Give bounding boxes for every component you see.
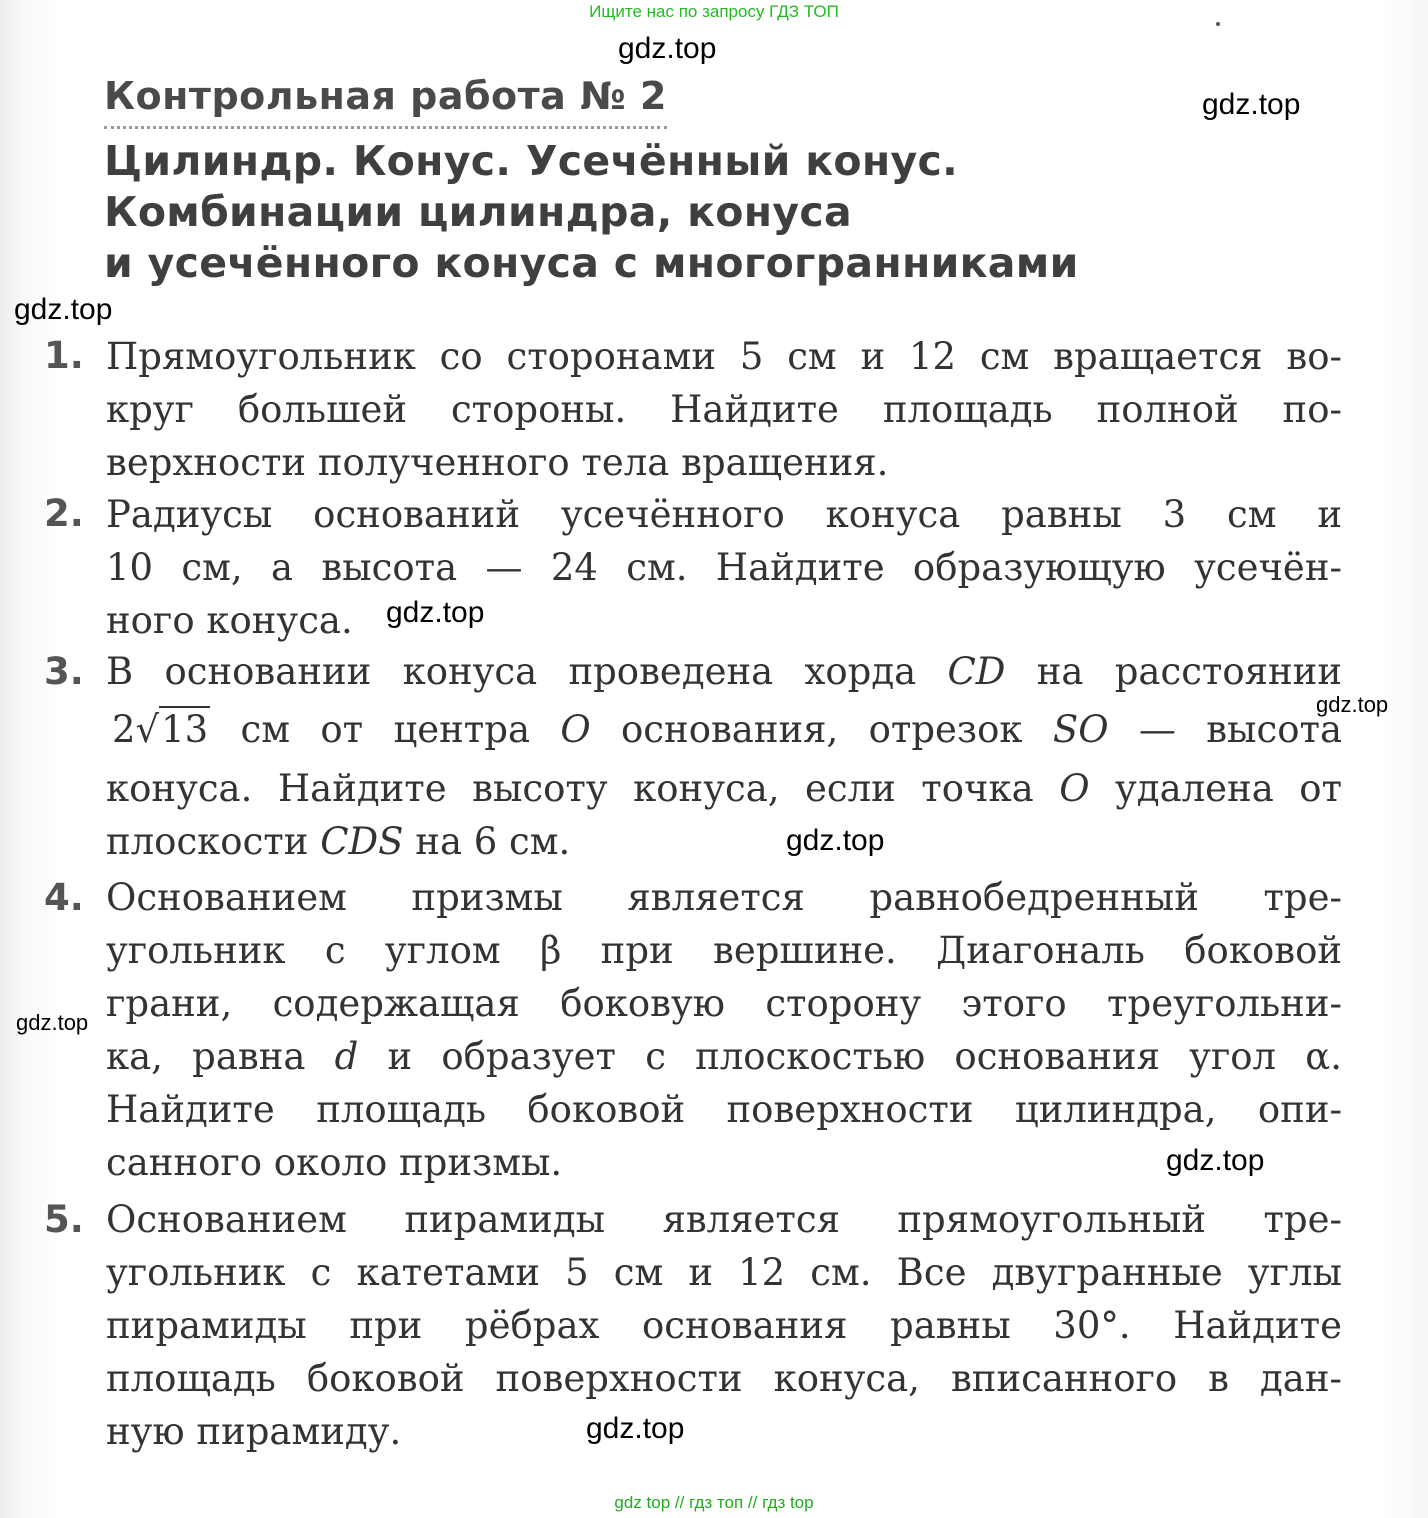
text-run: конуса. Найдите высоту конуса, если точка bbox=[106, 767, 1060, 810]
speck bbox=[1216, 22, 1220, 26]
text-run: при вершине. Диагональ боковой bbox=[561, 929, 1343, 972]
title-line: Комбинации цилиндра, конуса bbox=[104, 188, 852, 236]
text-line: санного около призмы. bbox=[106, 1141, 563, 1184]
problem-number: 5. bbox=[44, 1198, 84, 1241]
text-line: Радиусы оснований усечённого конуса равны 3 см и bbox=[106, 493, 1342, 536]
text-run: плоскости bbox=[106, 820, 321, 863]
problem-number: 2. bbox=[44, 492, 84, 535]
text-run: основания, отрезок bbox=[590, 708, 1053, 751]
title-line: Цилиндр. Конус. Усечённый конус. bbox=[104, 137, 958, 185]
text-line: 10 см, а высота — 24 см. Найдите образующую усечён- bbox=[106, 546, 1342, 589]
text-line bbox=[106, 762, 1342, 815]
problem-text bbox=[106, 1193, 1342, 1458]
watermark: gdz.top bbox=[1202, 88, 1301, 121]
text-run: см от центра bbox=[210, 708, 561, 751]
footer-links[interactable]: gdz top // гдз топ // гдз top bbox=[614, 1493, 814, 1512]
problem-number: 1. bbox=[44, 334, 84, 377]
problem-text bbox=[106, 645, 1342, 868]
text-line bbox=[106, 815, 1342, 868]
math-var: d bbox=[334, 1035, 359, 1078]
problem-number: 3. bbox=[44, 650, 84, 693]
watermark: gdz.top bbox=[386, 596, 485, 629]
problem-text bbox=[106, 871, 1342, 1189]
math-var: CD bbox=[947, 650, 1006, 693]
math-var: O bbox=[1059, 767, 1090, 810]
text-line: Найдите площадь боковой поверхности цилиндра, опи- bbox=[106, 1088, 1342, 1131]
math-var: O bbox=[560, 708, 591, 751]
text-line: грани, содержащая боковую сторону этого треугольни- bbox=[106, 982, 1342, 1025]
watermark: gdz.top bbox=[16, 1010, 89, 1035]
math-radicand: 13 bbox=[161, 708, 209, 751]
watermark: gdz.top bbox=[786, 824, 885, 857]
sqrt-symbol: √13 bbox=[135, 708, 209, 751]
text-run: угольник с углом bbox=[106, 929, 540, 972]
text-line bbox=[106, 645, 1342, 698]
text-run: ка, равна bbox=[106, 1035, 335, 1078]
text-run: В основании конуса проведена хорда bbox=[106, 650, 948, 693]
math-var: β bbox=[539, 929, 562, 972]
page-title bbox=[104, 136, 1204, 289]
title-line: и усечённого конуса с многогранниками bbox=[104, 239, 1079, 287]
text-line bbox=[106, 1030, 1342, 1083]
text-line: пирамиды при рёбрах основания равны 30°. Найдите bbox=[106, 1304, 1342, 1347]
watermark: gdz.top bbox=[1166, 1144, 1265, 1177]
text-line: Основанием пирамиды является прямоугольный тре- bbox=[106, 1198, 1342, 1241]
math-var: CDS bbox=[320, 820, 404, 863]
watermark: gdz.top bbox=[1316, 692, 1389, 717]
problem-text bbox=[106, 488, 1342, 647]
watermark: gdz.top bbox=[14, 293, 113, 326]
math-var: α bbox=[1305, 1035, 1331, 1078]
problem-number: 4. bbox=[44, 876, 84, 919]
text-line bbox=[106, 698, 1342, 762]
text-line: круг большей стороны. Найдите площадь полной по- bbox=[106, 388, 1342, 431]
text-line: Основанием призмы является равнобедренный тре- bbox=[106, 876, 1342, 919]
text-line: площадь боковой поверхности конуса, вписанного в дан- bbox=[106, 1357, 1342, 1400]
text-run: и образует с плоскостью основания угол bbox=[358, 1035, 1306, 1078]
text-line bbox=[106, 924, 1342, 977]
text-run: удалена от bbox=[1089, 767, 1342, 810]
header-search-link[interactable]: Ищите нас по запросу ГДЗ ТОП bbox=[589, 2, 839, 21]
text-line: верхности полученного тела вращения. bbox=[106, 441, 889, 484]
watermark: gdz.top bbox=[618, 32, 717, 65]
text-line: угольник с катетами 5 см и 12 см. Все двугранные углы bbox=[106, 1251, 1342, 1294]
text-run: на 6 см. bbox=[403, 820, 571, 863]
text-line: ного конуса. bbox=[106, 599, 353, 642]
text-run: . bbox=[1330, 1035, 1343, 1078]
text-line: ную пирамиду. bbox=[106, 1410, 402, 1453]
math-coef: 2 bbox=[112, 708, 136, 751]
section-label: Контрольная работа № 2 bbox=[104, 74, 667, 129]
watermark: gdz.top bbox=[586, 1412, 685, 1445]
text-run: — высота bbox=[1108, 708, 1343, 751]
text-line: Прямоугольник со сторонами 5 см и 12 см вращается во- bbox=[106, 335, 1342, 378]
math-var: SO bbox=[1052, 708, 1109, 751]
text-run: на расстоянии bbox=[1005, 650, 1342, 693]
problem-text bbox=[106, 330, 1342, 489]
